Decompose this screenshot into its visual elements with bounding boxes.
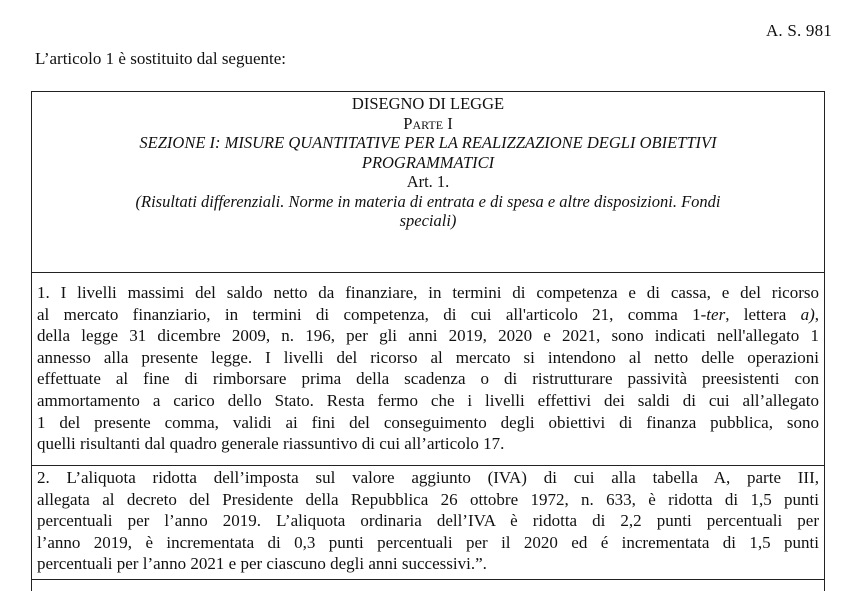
paragraph-2-line: percentuali per l’anno 2019. L’aliquota ordinaria dell’IVA è ridotta di 2,2 punti percentuali per (37, 511, 819, 531)
paragraph-1 (37, 282, 819, 455)
paragraph-1-line: della legge 31 dicembre 2009, n. 196, per gli anni 2019, 2020 e 2021, sono indicati nell'allegato 1 (37, 326, 819, 346)
article-subtitle-line2: speciali) (399, 211, 457, 230)
paragraph-2-line: 2. L’aliquota ridotta dell’imposta sul valore aggiunto (IVA) di cui alla tabella A, parte III, (37, 468, 819, 487)
article-frame (31, 91, 825, 591)
article-header (32, 92, 824, 231)
intro-text: L’articolo 1 è sostituito dal seguente: (35, 49, 287, 68)
bill-title: DISEGNO DI LEGGE (351, 94, 505, 113)
paragraph-1-line: ammortamento a carico dello Stato. Resta fermo che i livelli effettivi dei saldi di cui all’allegato (37, 390, 819, 410)
article-number: Art. 1. (406, 172, 450, 191)
paragraph-1-line: 1. I livelli massimi del saldo netto da finanziare, in termini di competenza e di cassa, e del ricorso (37, 283, 819, 302)
paragraph-1-line: al mercato finanziario, in termini di competenza, di cui all'articolo 21, comma 1-ter, lettera a), (37, 304, 819, 324)
paragraph-1-line: quelli risultanti dal quadro generale riassuntivo di cui all’articolo 17. (37, 434, 505, 454)
section-title-line1: SEZIONE I: MISURE QUANTITATIVE PER LA REALIZZAZIONE DEGLI OBIETTIVI (139, 133, 717, 152)
section-title-line2: PROGRAMMATICI (361, 152, 495, 172)
paragraph-2-line: l’anno 2019, è incrementata di 0,3 punti percentuali per il 2020 ed é incrementata di 1,5 punti (37, 532, 819, 552)
header-divider (32, 272, 824, 273)
document-reference: A. S. 981 (765, 21, 832, 40)
paragraph-2 (37, 467, 819, 575)
paragraph-1-line: 1 del presente comma, validi ai fini del conseguimento degli obiettivi di finanza pubblica, sono (37, 412, 819, 432)
part-label: Parte I (403, 113, 453, 133)
paragraph-1-line: effettuate al fine di rimborsare prima della scadenza o di ristrutturare passività preesistenti con (37, 369, 819, 389)
paragraph-2-line: percentuali per l’anno 2021 e per ciascuno degli anni successivi.”. (37, 554, 487, 574)
bottom-divider (32, 579, 824, 580)
paragraph-1-line: annesso alla presente legge. I livelli del ricorso al mercato si intendono al netto delle operazioni (37, 347, 819, 367)
paragraph-divider (32, 465, 824, 466)
article-subtitle-line1: (Risultati differenziali. Norme in materia di entrata e di spesa e altre disposizioni. Fondi (135, 191, 721, 211)
paragraph-2-line: allegata al decreto del Presidente della Repubblica 26 ottobre 1972, n. 633, è ridotta di 1,5 punti (37, 489, 819, 509)
